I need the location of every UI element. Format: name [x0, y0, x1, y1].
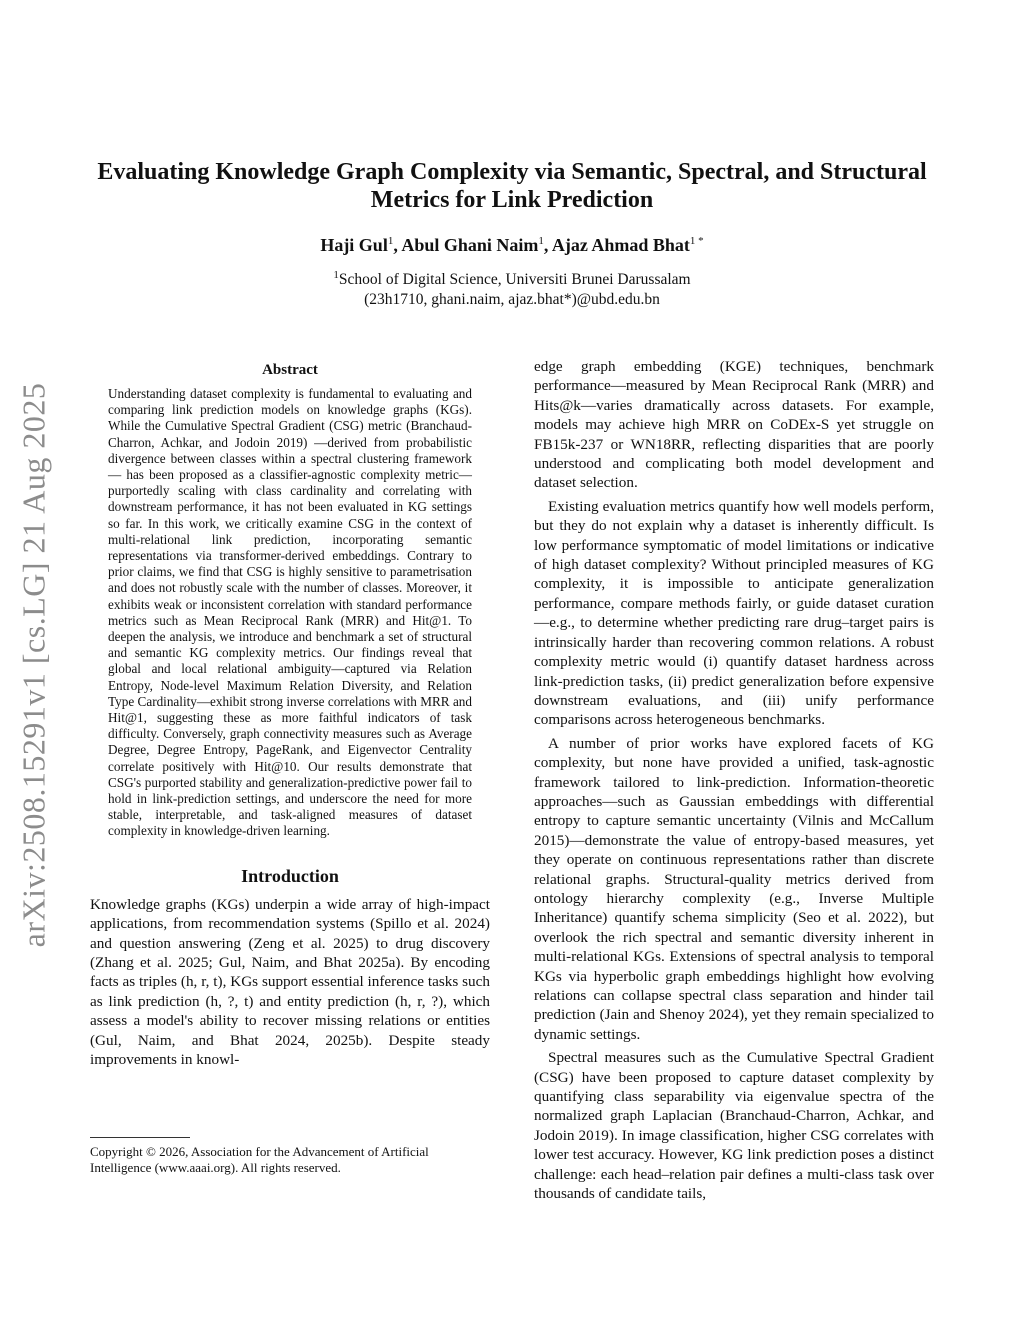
- author-2: Abul Ghani Naim: [401, 235, 539, 255]
- title-line-2: Metrics for Link Prediction: [370, 187, 654, 213]
- title-line-1: Evaluating Knowledge Graph Complexity via Semantic, Spectral, and Structural: [97, 159, 927, 185]
- footnote-text: Copyright © 2026, Association for the Advancement of Artificial Intelligence (www.aaai.org). All rights reserved.: [90, 1144, 429, 1175]
- author-1: Haji Gul: [320, 235, 388, 255]
- right-column: [534, 357, 934, 1203]
- author-2-affil: 1: [538, 235, 544, 247]
- abstract-text: Understanding dataset complexity is fundamental to evaluating and comparing link prediction models on knowledge graphs (KGs). While the Cumulative Spectral Gradient (CSG) metric (Branchaud-Charron, Achkar, and Jodoin 2019) —derived from probabilistic divergence between classes within a spectral clustering framework— has been proposed as a classifier-agnostic complexity metric—purportedly scaling with class cardinality and correlating with downstream performance, it has not been evaluated in KG settings so far. In this work, we critically examine CSG in the context of multi-relational link prediction, incorporating semantic representations via transformer-derived embeddings. Contrary to prior claims, we find that CSG is highly sensitive to parametrisation and does not robustly scale with the number of classes. Moreover, it exhibits weak or inconsistent correlation with standard performance metrics such as Mean Reciprocal Rank (MRR) and Hit@1. To deepen the analysis, we introduce and benchmark a set of structural and semantic KG complexity metrics. Our findings reveal that global and local relational ambiguity—captured via Relation Entropy, Node-level Maximum Relation Diversity, and Relation Type Cardinality—exhibit strong inverse correlations with MRR and Hit@1, suggesting these as more faithful indicators of task difficulty. Conversely, graph connectivity measures such as Average Degree, Degree Entropy, PageRank, and Eigenvector Centrality correlate positively with Hit@10. Our results demonstrate that CSG's purported stability and generalization-predictive power fail to hold in link-prediction settings, and underscore the need for more stable, interpretable, and task-aligned measures of dataset complexity in knowledge-driven learning.: [108, 386, 472, 839]
- author-3: Ajaz Ahmad Bhat: [551, 235, 690, 255]
- copyright-footnote: [90, 1137, 490, 1176]
- intro-paragraph-1: Knowledge graphs (KGs) underpin a wide array of high-impact applications, from recommendation systems (Spillo et al. 2024) and question answering (Zeng et al. 2025) to drug discovery (Zhang et al. 2025; Gul, Naim, and Bhat 2025a). By encoding facts as triples (h, r, t), KGs support essential inference tasks such as link prediction (h, ?, t) and entity prediction (h, r, ?), which assess a model's ability to recover missing relations or entities (Gul, Naim, and Bhat 2024, 2025b). Despite steady improvements in knowl-: [90, 895, 490, 1068]
- author-3-affil: 1 *: [689, 235, 704, 247]
- footnote-rule: [90, 1137, 190, 1138]
- affil-marker: 1: [333, 269, 339, 281]
- paper-title: [60, 158, 964, 214]
- arxiv-identifier: [12, 365, 56, 965]
- author-list: Haji Gul$^1$, Abul Ghani Naim$^1$, Ajaz Ahmad Bhat$^{1 *}$: [320, 235, 704, 255]
- affil-emails: (23h1710, ghani.naim, ajaz.bhat*)@ubd.edu.bn: [364, 291, 660, 309]
- left-column: [90, 362, 490, 1069]
- intro-paragraph-2: Existing evaluation metrics quantify how well models perform, but they do not explain why a dataset is inherently difficult. Is low performance symptomatic of model limitations or indicative of high dataset complexity? Without principled measures of KG complexity, it is impossible to anticipate generalization performance, compare methods fairly, or guide dataset curation—e.g., to determine whether predicting rare drug–target pairs is intrinsically harder than recovering common relations. A robust complexity metric would (i) quantify dataset hardness across link-prediction tasks, (ii) predict generalization before expensive downstream evaluations, and (iii) unify performance comparisons across heterogeneous benchmarks.: [534, 497, 934, 729]
- intro-paragraph-3: A number of prior works have explored facets of KG complexity, but none have provided a unified, task-agnostic framework tailored to link-prediction. Information-theoretic approaches—such as Gaussian embeddings with differential entropy to capture semantic uncertainty (Vilnis and McCallum 2015)—demonstrate the value of entropy-based measures, yet they operate on continuous representations rather than discrete relational graphs. Structural-quality metrics derived from ontology hierarchy complexity (e.g., Inverse Multiple Inheritance) quantify schema simplicity (Seo et al. 2022), but overlook the rich spectral and semantic diversity inherent in multi-relational KGs. Extensions of spectral analysis to temporal KGs via hyperbolic graph embeddings highlight how evolving relations can collapse spectral class separation and hinder tail prediction (Jain and Shenoy 2024), yet they remain specialized to dynamic settings.: [534, 734, 934, 1043]
- intro-paragraph-1-continued: edge graph embedding (KGE) techniques, benchmark performance—measured by Mean Reciprocal Rank (MRR) and Hits@k—varies dramatically across datasets. For example, models may achieve high MRR on CoDEx-S yet struggle on FB15k-237 or WN18RR, reflecting disparities that are poorly understood and complicating both model development and dataset selection.: [534, 358, 934, 492]
- affil-institution: School of Digital Science, Universiti Brunei Darussalam: [338, 271, 691, 289]
- author-1-affil: 1: [387, 235, 394, 247]
- introduction-heading: Introduction: [241, 865, 339, 886]
- arxiv-id-text: arXiv:2508.15291v1 [cs.LG] 21 Aug 2025: [15, 382, 52, 948]
- abstract-heading: Abstract: [262, 362, 318, 378]
- affiliation: [60, 265, 964, 310]
- intro-paragraph-4: Spectral measures such as the Cumulative Spectral Gradient (CSG) have been proposed to capture dataset complexity by quantifying class separability via eigenvalue spectra of the normalized graph Laplacian (Branchaud-Charron, Achkar, and Jodoin 2019). In image classification, higher CSG correlates with lower test accuracy. However, KG link prediction poses a distinct challenge: each head–relation pair defines a multi-class task over thousands of candidate tails,: [534, 1049, 934, 1203]
